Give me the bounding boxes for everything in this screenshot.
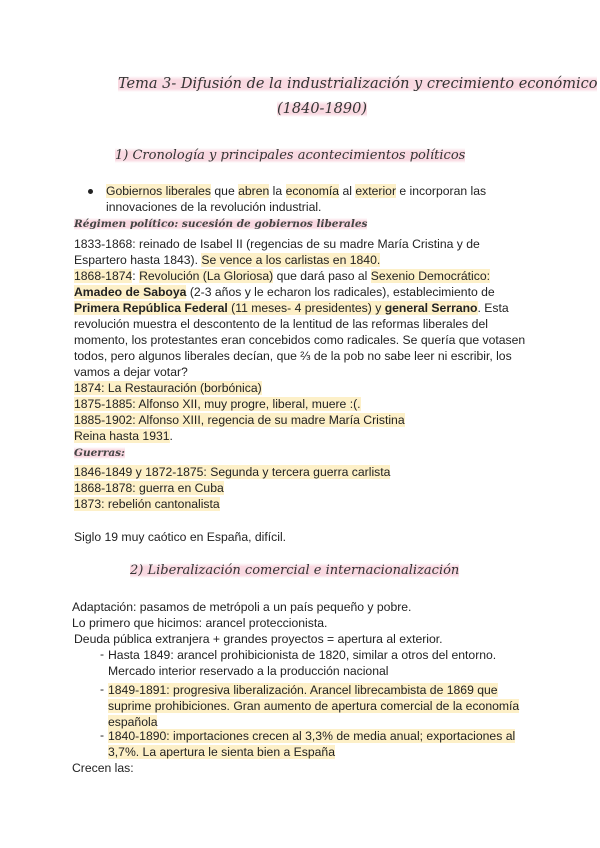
list-item (108, 682, 498, 698)
bullet-line-2: innovaciones de la revolución industrial. (106, 200, 322, 214)
list-item (108, 698, 519, 714)
text-span: : (132, 269, 140, 283)
text-span: Revolución (La Gloriosa) (139, 269, 274, 283)
body-line (74, 412, 405, 428)
text-span: Espartero hasta 1843). (74, 253, 202, 267)
section-2-heading (130, 563, 459, 578)
text-span: española (108, 715, 158, 729)
text-span: que (211, 184, 239, 198)
text-span: Gobiernos liberales (106, 184, 212, 198)
war-item (74, 464, 390, 480)
body-line (74, 428, 173, 444)
text-span: 3,7%. La apertura le sienta bien a España (108, 745, 335, 759)
text-span: Sexenio Democrático: (370, 269, 491, 283)
body-line: momento, los protestantes eran concebidos como radicales. Se quería que votasen (74, 333, 526, 347)
text-span: (2-3 años y le echaron los radicales), establecimiento de (186, 285, 495, 299)
closing-line: Siglo 19 muy caótico en España, difícil. (74, 530, 287, 544)
body-line (74, 284, 495, 300)
text-span: Reina hasta 1931 (74, 429, 170, 443)
body-line: vamos a dejar votar? (74, 365, 188, 379)
section-1-heading (115, 148, 465, 163)
section-2-heading-text: 2) Liberalización comercial e internacionalización (130, 563, 460, 578)
text-span: 1875-1885: Alfonso XII, muy progre, liberal, muere :(. (74, 397, 361, 411)
list-item: Mercado interior reservado a la producción nacional (108, 664, 389, 678)
text-span: 1868-1874 (74, 269, 133, 283)
dash-icon: - (100, 682, 105, 696)
body-line: todos, pero algunos liberales decían, que ⅔ de la pob no sabe leer ni escribir, los (74, 349, 512, 363)
regimen-subheading (74, 218, 367, 230)
list-item: Hasta 1849: arancel prohibicionista de 1820, similar a otros del entorno. (108, 648, 497, 662)
body-line: 1833-1868: reinado de Isabel II (regencias de su madre María Cristina y de (74, 237, 480, 251)
text-span: e incorporan las (396, 184, 487, 198)
bullet-icon (88, 189, 93, 194)
regimen-subheading-text: Régimen político: sucesión de gobiernos liberales (74, 218, 368, 230)
list-item (108, 744, 335, 760)
text-span: exterior (355, 184, 396, 198)
war-item (74, 480, 224, 496)
text-span: que dará paso al (273, 269, 371, 283)
text-span: Se vence a los carlistas en 1840. (201, 253, 381, 267)
text-span: abren (238, 184, 270, 198)
text-span: 1846-1849 y 1872-1875: Segunda y tercera guerra carlista (74, 465, 391, 479)
intro-line: Lo primero que hicimos: arancel proteccionista. (72, 616, 328, 630)
text-span: 1885-1902: Alfonso XIII, regencia de su madre María Cristina (74, 413, 405, 427)
bullet-line-1 (106, 183, 486, 199)
page-title (118, 76, 597, 92)
body-line (74, 268, 490, 284)
wars-heading-text: Guerras: (74, 447, 125, 459)
title-line-2: (1840-1890) (277, 101, 368, 117)
text-span: al (339, 184, 356, 198)
text-span: Amadeo de Saboya (74, 285, 187, 299)
text-span: . (169, 429, 173, 443)
wars-heading (74, 447, 125, 459)
intro-line: Deuda pública extranjera + grandes proyectos = apertura al exterior. (74, 632, 443, 646)
text-span: 1874: La Restauración (borbónica) (74, 381, 262, 395)
text-span: 1840-1890: importaciones crecen al 3,3% de media anual; exportaciones al (108, 729, 516, 743)
list-item (108, 728, 515, 744)
section-1-heading-text: 1) Cronología y principales acontecimientos políticos (115, 148, 466, 163)
text-span: suprime prohibiciones. Gran aumento de apertura comercial de la economía (108, 699, 520, 713)
text-span: (11 meses- 4 presidentes) y (227, 301, 385, 315)
outro-line: Crecen las: (72, 761, 134, 775)
text-span: 1849-1891: progresiva liberalización. Arancel librecambista de 1869 que (108, 683, 498, 697)
text-span: la (269, 184, 286, 198)
text-span: 1873: rebelión cantonalista (74, 497, 220, 511)
title-line-1: Tema 3- Difusión de la industrialización y crecimiento económico (118, 76, 598, 92)
body-line (74, 380, 262, 396)
dash-icon: - (100, 728, 105, 742)
text-span: Primera República Federal (74, 301, 228, 315)
body-line: revolución muestra el descontento de la lentitud de las reformas liberales del (74, 317, 488, 331)
dash-icon: - (100, 647, 105, 661)
intro-line: Adaptación: pasamos de metrópoli a un país pequeño y pobre. (72, 600, 412, 614)
text-span: general Serrano (384, 301, 478, 315)
body-line (74, 396, 361, 412)
text-span: . Esta (477, 301, 509, 315)
text-span: economía (285, 184, 340, 198)
text-span: 1868-1878: guerra en Cuba (74, 481, 224, 495)
body-line (74, 252, 380, 268)
body-line (74, 300, 509, 316)
war-item (74, 496, 220, 512)
page-title-years (277, 101, 367, 117)
